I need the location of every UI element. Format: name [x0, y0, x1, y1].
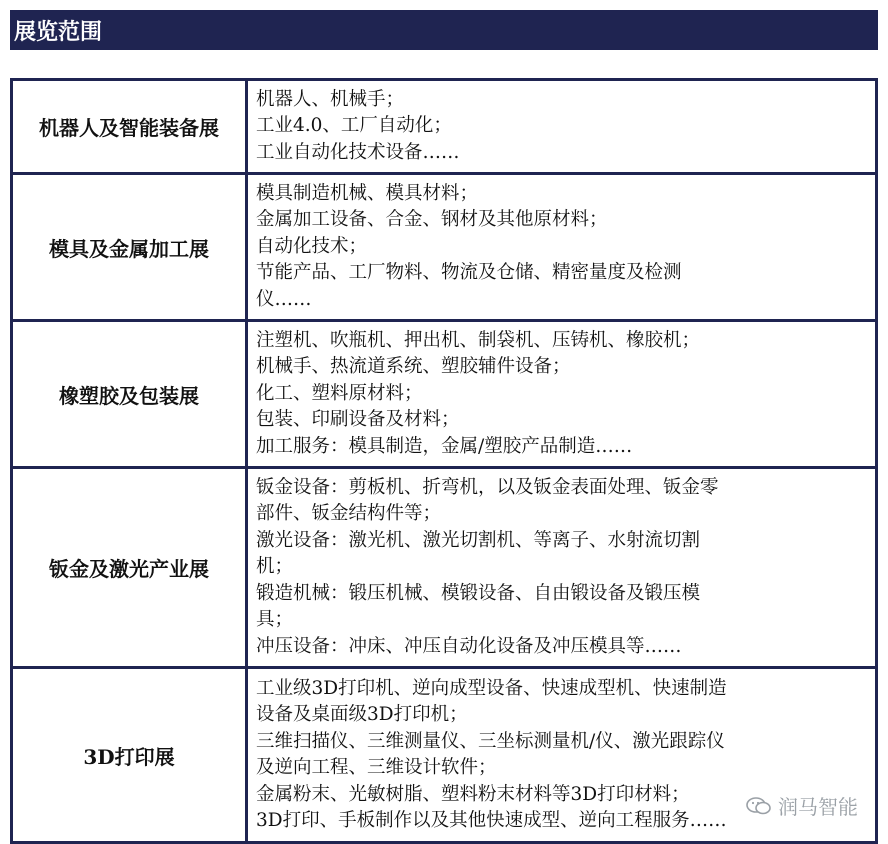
- item-line: 工业级3D打印机、逆向成型设备、快速成型机、快速制造: [256, 677, 727, 699]
- item-line: 节能产品、工厂物料、物流及仓储、精密量度及检测: [256, 262, 682, 284]
- category-cell: 机器人及智能装备展: [12, 80, 247, 174]
- items-cell: [247, 321, 877, 468]
- section-title: 展览范围: [14, 19, 103, 45]
- item-line: 金属粉末、光敏树脂、塑料粉末材料等3D打印材料；: [256, 783, 690, 805]
- items-cell: [247, 174, 877, 321]
- item-line: 包装、印刷设备及材料；: [256, 409, 460, 431]
- item-line: 模具制造机械、模具材料；: [256, 182, 479, 204]
- item-line: 冲压设备：冲床、冲压自动化设备及冲压模具等……: [256, 635, 682, 657]
- item-line: 及逆向工程、三维设计软件；: [256, 757, 497, 778]
- item-line: 注塑机、吹瓶机、押出机、制袋机、压铸机、橡胶机；: [256, 329, 701, 351]
- item-line: 3D打印、手板制作以及其他快速成型、逆向工程服务……: [256, 810, 727, 831]
- item-line: 工业4.0、工厂自动化；: [256, 115, 452, 137]
- category-cell: 模具及金属加工展: [12, 174, 247, 321]
- item-line: 锻造机械：锻压机械、模锻设备、自由锻设备及锻压模: [256, 582, 701, 604]
- table-row: [12, 80, 877, 174]
- item-line: 激光设备：激光机、激光切割机、等离子、水射流切割: [256, 529, 701, 551]
- category-cell: 3D打印展: [12, 668, 247, 843]
- item-line: 具；: [256, 609, 294, 631]
- item-line: 化工、塑料原材料；: [256, 382, 423, 404]
- watermark: [746, 791, 858, 820]
- item-line: 设备及桌面级3D打印机；: [256, 704, 468, 725]
- item-line: 金属加工设备、合金、钢材及其他原材料；: [256, 209, 608, 231]
- exhibition-scope-table: [10, 78, 878, 844]
- item-line: 机；: [256, 556, 294, 578]
- table-row: [12, 468, 877, 668]
- item-line: 加工服务：模具制造，金属/塑胶产品制造……: [256, 435, 633, 457]
- items-cell: [247, 80, 877, 174]
- category-cell: 橡塑胶及包装展: [12, 321, 247, 468]
- category-cell: 钣金及激光产业展: [12, 468, 247, 668]
- item-line: 三维扫描仪、三维测量仪、三坐标测量机/仪、激光跟踪仪: [256, 730, 725, 752]
- items-cell: [247, 468, 877, 668]
- item-line: 钣金设备：剪板机、折弯机，以及钣金表面处理、钣金零: [256, 476, 719, 498]
- table-body: [12, 80, 877, 843]
- watermark-text: 润马智能: [778, 795, 858, 819]
- item-line: 部件、钣金结构件等；: [256, 503, 442, 525]
- section-header: [10, 10, 878, 50]
- item-line: 工业自动化技术设备……: [256, 141, 460, 163]
- item-line: 自动化技术；: [256, 235, 368, 257]
- table-row: [12, 321, 877, 468]
- item-line: 仪……: [256, 288, 312, 310]
- item-line: 机械手、热流道系统、塑胶辅件设备；: [256, 356, 571, 378]
- item-line: 机器人、机械手；: [256, 88, 405, 110]
- table-row: [12, 174, 877, 321]
- wechat-icon: [746, 796, 772, 816]
